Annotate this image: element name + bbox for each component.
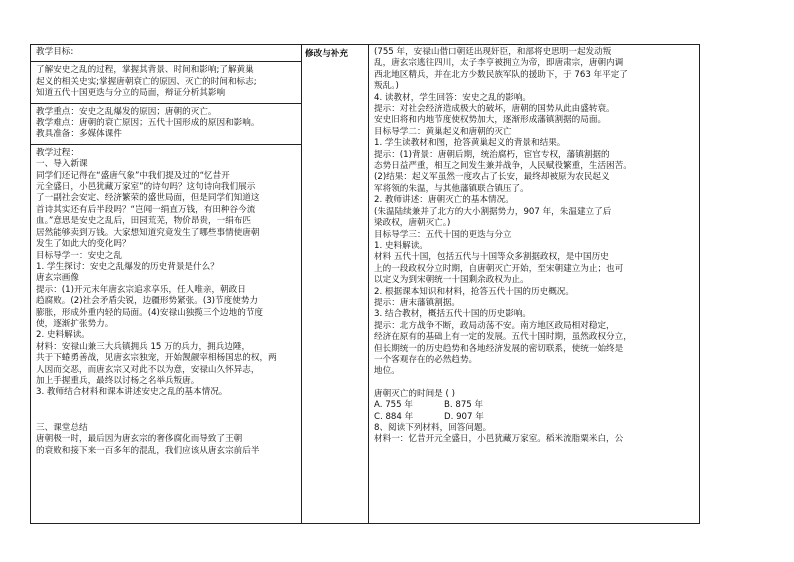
intro-line: 同学们还记得在“盛唐气象”中我们提及过的“忆昔开 <box>36 170 230 181</box>
divider <box>31 61 301 62</box>
content-line: (755 年，安禄山借口朝廷出现奸臣，和部将史思明一起发动叛 <box>374 47 612 57</box>
teaching-tools: 教具准备：多媒体课件 <box>36 129 122 140</box>
content-line: 2. 教师讲述：唐朝灭亡的基本情况。 <box>374 195 514 206</box>
option-c: C. 884 年 <box>374 411 414 422</box>
content-line: (2)结果：起义军虽然一度攻占了长安，最终却被原为农民起义 <box>374 172 610 183</box>
quiz-question: 唐朝灭亡的时间是 ( ) <box>374 388 455 399</box>
intro-line: 发生了如此大的变化吗？ <box>36 239 131 250</box>
objectives-line: 知道五代十国更迭与分立的局面，辩证分析其影响 <box>36 88 226 99</box>
process-label: 教学过程： <box>36 147 79 158</box>
hint-line: 提示：(1)开元末年唐玄宗追求享乐，任人唯亲，朝政日 <box>36 284 246 295</box>
intro-line: 了一副社会安定、经济繁荣的盛世局面，但是同学们知道这 <box>36 193 260 204</box>
content-line: 安史旧将和内地节度使权势加大，逐渐形成藩镇割据的局面。 <box>374 115 607 126</box>
intro-line: 居然能够卖到万钱。大家想知道究竟发生了哪些事情使唐朝 <box>36 227 260 238</box>
hint-line: 使，逐渐扩张势力。 <box>36 318 114 329</box>
content-line: (朱温陆续兼并了北方的大小割据势力，907 年，朱温建立了后 <box>374 206 612 217</box>
content-line: 提示：对社会经济造成极大的破坏，唐朝的国势从此由盛转衰。 <box>374 104 615 115</box>
intro-line: 血。”意思是安史之乱后，田园荒芜，物价昂贵，一绢布匹 <box>36 216 251 227</box>
lesson-plan-table <box>30 44 700 524</box>
option-row <box>374 412 695 423</box>
quiz-options <box>374 400 695 423</box>
content-line: 态势日益严重，相互之间发生兼并战争，人民赋役繁重，生活困苦。 <box>374 161 632 172</box>
teaching-content-cell <box>31 45 302 524</box>
content-line: 但长期统一的历史趋势和各地经济发展的密切联系，使统一始终是 <box>374 343 624 354</box>
divider <box>31 103 301 104</box>
content-line: 1. 史料解读。 <box>374 240 428 251</box>
material-line: 材料一：忆昔开元全盛日，小邑犹藏万家室。稻米流脂粟米白，公 <box>374 434 624 445</box>
objectives-line: 了解安史之乱的过程，掌握其背景、时间和影响;了解黄巢 <box>36 65 254 76</box>
blank-space <box>36 399 297 423</box>
summary-line: 的衰败和接下来一百多年的混乱，我们应该从唐玄宗前后半 <box>36 445 260 456</box>
revision-cell <box>302 45 369 524</box>
material-line: 共于下蜷勇善战，见唐玄宗独宠，开始觊觎宰相杨国忠的权，两 <box>36 353 277 364</box>
question-line: 3. 教师结合材料和课本讲述安史之乱的基本情况。 <box>36 387 228 398</box>
intro-line: 元全盛日，小邑犹藏万家室”的诗句吗？这句诗向我们展示 <box>36 182 256 193</box>
blank-space <box>374 378 695 389</box>
continuation-cell <box>369 45 700 524</box>
option-b: B. 875 年 <box>444 400 484 411</box>
objectives-label: 教学目标: <box>36 47 74 57</box>
question-line: 2. 史料解读。 <box>36 330 90 341</box>
content-line: 提示：唐末藩镇割据。 <box>374 297 460 308</box>
content-line: 以定义为到宋朝统一十国剩余政权为止。 <box>374 275 529 286</box>
material-line: 加上手握重兵，最终以讨杨之名举兵叛唐。 <box>36 375 200 386</box>
section-title: 三、课堂总结 <box>36 422 88 433</box>
content-line: 梁政权，唐朝灭亡。) <box>374 218 451 229</box>
content-line: 材料 五代十国，包括五代与十国等众多割据政权，是中国历史 <box>374 252 609 263</box>
content-line: 4. 读教材，学生回答：安史之乱的影响。 <box>374 92 532 103</box>
hint-line: 膨胀，形成外重内轻的局面。(4)安禄山独揽三个边地的节度 <box>36 307 264 318</box>
revision-header: 修改与补充 <box>305 49 348 59</box>
content-line: 叛乱。) <box>374 81 399 92</box>
intro-line: 首诗其实还有后半段吗？“岂闻一绢直万钱，有田种谷今流 <box>36 204 256 215</box>
content-line: 上的一段政权分立时期，自唐朝灭亡开始，至宋朝建立为止；也可 <box>374 263 624 274</box>
objectives-line: 起义的相关史实;掌握唐朝衰亡的原因、灭亡的时间和标志; <box>36 76 257 87</box>
material-line: 材料：安禄山兼三大兵镇拥兵 15 万的兵力，拥兵边陲， <box>36 341 251 352</box>
content-line: 乱，唐玄宗逃往四川，太子李亨被拥立为帝，即唐肃宗，唐朝内调 <box>374 58 624 69</box>
image-caption: 唐玄宗画像 <box>36 273 79 284</box>
option-row <box>374 400 695 411</box>
content-line: 经济在原有的基础上有一定的发展。五代十国时期，虽然政权分立， <box>374 332 632 343</box>
guide-title: 目标导学一：安史之乱 <box>36 250 122 261</box>
teaching-difficulty: 教学难点：唐朝的衰亡原因；五代十国形成的原因和影响。 <box>36 118 260 129</box>
hint-line: 趋腐败。(2)社会矛盾尖锐，边疆形势紧张。(3)节度使势力 <box>36 296 259 307</box>
teaching-focus: 教学重点：安史之乱爆发的原因；唐朝的灭亡。 <box>36 106 217 117</box>
content-line: 军将领的朱温，与其他藩镇联合镇压了。 <box>374 183 529 194</box>
option-d: D. 907 年 <box>444 411 484 422</box>
content-line: 目标导学三：五代十国的更迭与分立 <box>374 229 512 240</box>
content-line: 提示：北方战争不断，政局动荡不安。南方地区政局相对稳定， <box>374 320 615 331</box>
content-line: 2. 根据课本知识和材料，抢答五代十国的历史概况。 <box>374 286 574 297</box>
content-line: 目标导学二：黄巢起义和唐朝的灭亡 <box>374 126 512 137</box>
divider <box>31 144 301 145</box>
section-title: 一、导入新课 <box>36 159 88 170</box>
summary-line: 唐朝极一时，最后因为唐玄宗的奢侈腐化而导致了王朝 <box>36 434 243 445</box>
content-line: 地位。 <box>374 366 400 377</box>
question-eight: 8、阅读下列材料，回答问题。 <box>374 423 492 433</box>
content-line: 3. 结合教材，概括五代十国的历史影响。 <box>374 309 532 320</box>
content-line: 提示：(1)背景：唐朝后期，统治腐朽，宦官专权，藩镇割据的 <box>374 149 610 160</box>
question-line: 1. 学生探讨：安史之乱爆发的历史背景是什么？ <box>36 261 219 272</box>
content-line: 一个客观存在的必然趋势。 <box>374 354 478 365</box>
option-a: A. 755 年 <box>374 400 413 411</box>
material-line: 人因而交恶，而唐玄宗又对此不以为意，安禄山久怀异志， <box>36 364 260 375</box>
content-line: 1. 学生读教材和图，抢答黄巢起义的背景和结果。 <box>374 138 566 149</box>
content-line: 西北地区精兵，并在北方少数民族军队的援助下，于 763 年平定了 <box>374 69 628 80</box>
